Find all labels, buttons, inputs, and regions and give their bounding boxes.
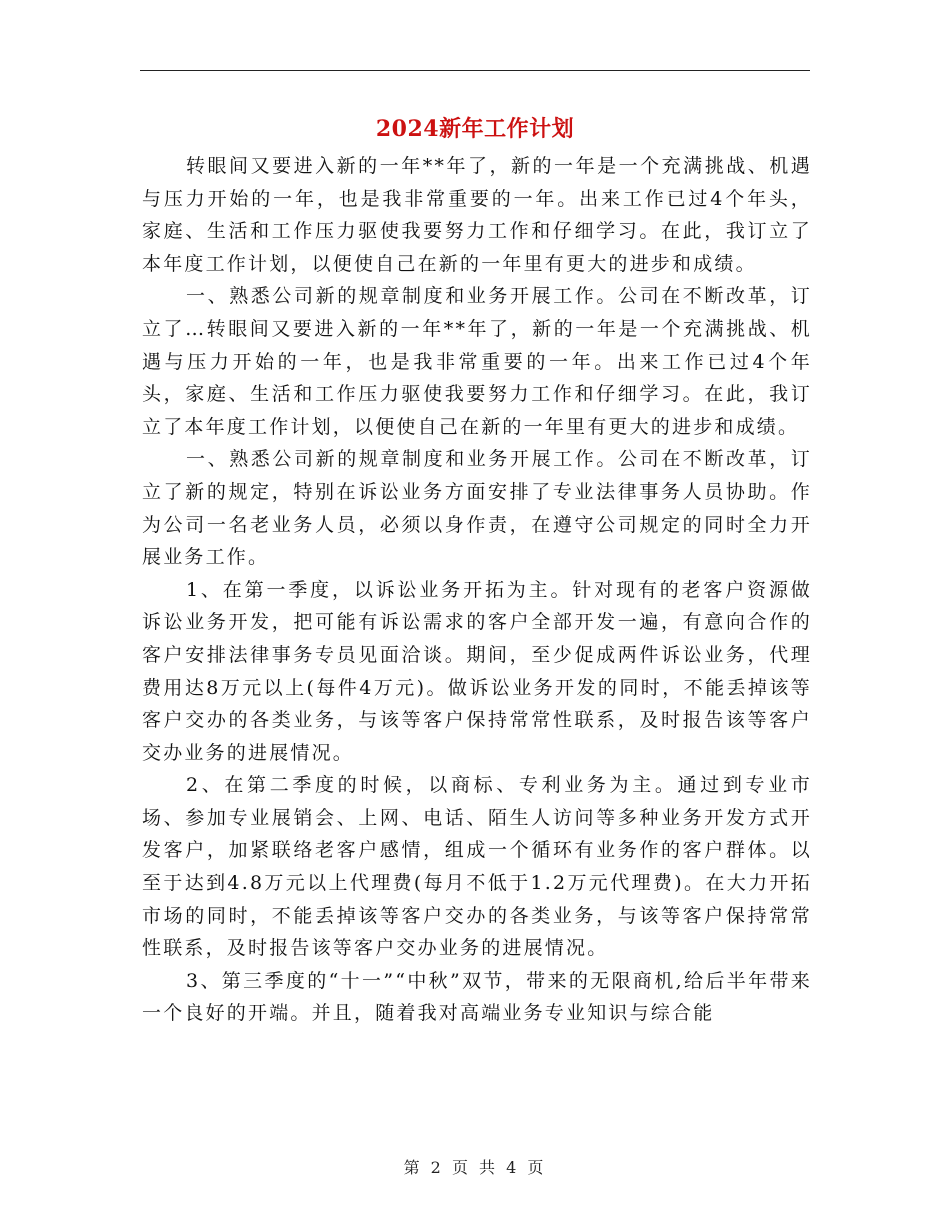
header-rule	[140, 70, 810, 71]
document-title: 2024新年工作计划	[375, 116, 575, 142]
paragraph: 2、在第二季度的时候，以商标、专利业务为主。通过到专业市场、参加专业展销会、上网、电话、陌生人访问等多种业务开发方式开发客户，加紧联络老客户感情，组成一个循环有业务作的客户群体。以至于达到4.8万元以上代理费(每月不低于1.2万元代理费)。在大力开拓市场的同时，不能丢掉该等客户交办的各类业务，与该等客户保持常常性联系，及时报告该等客户交办业务的进展情况。	[142, 774, 812, 960]
paragraph: 一、熟悉公司新的规章制度和业务开展工作。公司在不断改革，订立了…转眼间又要进入新的一年**年了，新的一年是一个充满挑战、机遇与压力开始的一年，也是我非常重要的一年。出来工作已过4个年头，家庭、生活和工作压力驱使我要努力工作和仔细学习。在此，我订立了本年度工作计划，以便使自己在新的一年里有更大的进步和成绩。	[142, 285, 812, 438]
page-footer: 第 2 页 共 4 页	[403, 1158, 547, 1177]
paragraph: 一、熟悉公司新的规章制度和业务开展工作。公司在不断改革，订立了新的规定，特别在诉讼业务方面安排了专业法律事务人员协助。作为公司一名老业务人员，必须以身作责，在遵守公司规定的同时全力开展业务工作。	[142, 448, 812, 569]
paragraph: 3、第三季度的“十一”“中秋”双节，带来的无限商机,给后半年带来一个良好的开端。并且，随着我对高端业务专业知识与综合能	[142, 969, 812, 1025]
paragraph: 转眼间又要进入新的一年**年了，新的一年是一个充满挑战、机遇与压力开始的一年，也是我非常重要的一年。出来工作已过4个年头，家庭、生活和工作压力驱使我要努力工作和仔细学习。在此，我订立了本年度工作计划，以便使自己在新的一年里有更大的进步和成绩。	[142, 155, 812, 275]
document-body	[142, 150, 812, 1030]
paragraph: 1、在第一季度，以诉讼业务开拓为主。针对现有的老客户资源做诉讼业务开发，把可能有诉讼需求的客户全部开发一遍，有意向合作的客户安排法律事务专员见面洽谈。期间，至少促成两件诉讼业务，代理费用达8万元以上(每件4万元)。做诉讼业务开发的同时，不能丢掉该等客户交办的各类业务，与该等客户保持常常性联系，及时报告该等客户交办业务的进展情况。	[142, 578, 812, 764]
